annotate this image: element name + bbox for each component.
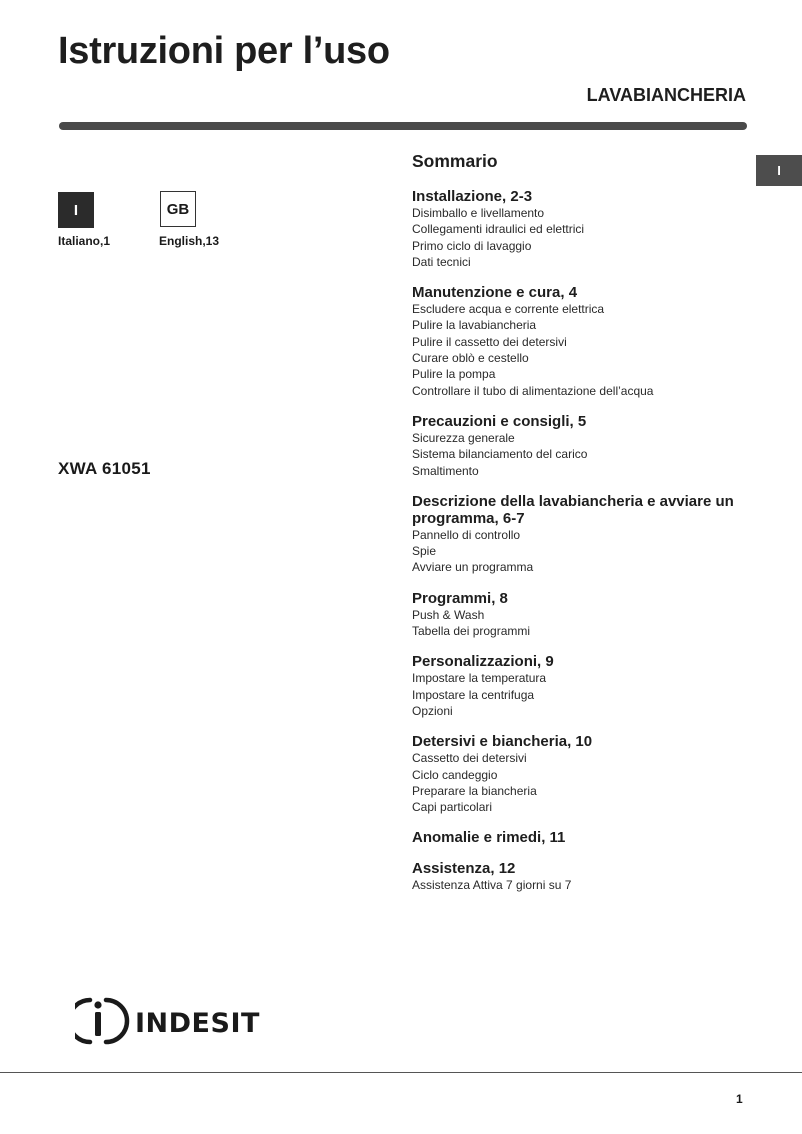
toc-section	[412, 413, 742, 479]
toc-section	[412, 188, 742, 270]
toc-section-title[interactable]: Manutenzione e cura, 4	[412, 284, 578, 302]
toc-section-title[interactable]: Assistenza, 12	[412, 860, 516, 878]
toc-item[interactable]: Impostare la centrifuga	[412, 687, 535, 702]
page-number: 1	[736, 1092, 743, 1106]
toc-item[interactable]: Controllare il tubo di alimentazione dell’acqua	[412, 383, 654, 398]
language-box-italian[interactable]: I	[58, 192, 94, 228]
toc-item[interactable]: Smaltimento	[412, 463, 479, 478]
toc-section-title[interactable]: Personalizzazioni, 9	[412, 653, 554, 671]
toc-item[interactable]: Sicurezza generale	[412, 430, 515, 445]
toc-item[interactable]: Cassetto dei detersivi	[412, 751, 527, 766]
toc-item[interactable]: Avviare un programma	[412, 560, 534, 575]
table-of-contents	[412, 151, 742, 908]
toc-section-title[interactable]: Installazione, 2-3	[412, 188, 533, 205]
toc-section-title[interactable]: Programmi, 8	[412, 589, 508, 607]
toc-item[interactable]: Escludere acqua e corrente elettrica	[412, 302, 605, 317]
toc-item[interactable]: Capi particolari	[412, 800, 493, 815]
toc-item[interactable]: Sistema bilanciamento del carico	[412, 447, 588, 462]
toc-section-title[interactable]: Anomalie e rimedi, 11	[412, 829, 566, 847]
indesit-logo	[75, 995, 270, 1052]
toc-section	[412, 284, 742, 399]
document-subtitle: LAVABIANCHERIA	[586, 85, 746, 105]
toc-item[interactable]: Curare oblò e cestello	[412, 351, 529, 366]
toc-heading: Sommario	[412, 151, 498, 171]
toc-section	[412, 829, 742, 846]
brand-name: INDESIT	[135, 1008, 260, 1039]
toc-section-title[interactable]: Detersivi e biancheria, 10	[412, 733, 593, 751]
toc-item[interactable]: Pulire il cassetto dei detersivi	[412, 334, 567, 349]
toc-section	[412, 733, 742, 815]
toc-item[interactable]: Opzioni	[412, 703, 453, 718]
language-label-english[interactable]: English,13	[159, 234, 220, 248]
toc-item[interactable]: Preparare la biancheria	[412, 783, 537, 798]
toc-section	[412, 590, 742, 640]
toc-item[interactable]: Impostare la temperatura	[412, 671, 547, 686]
toc-item[interactable]: Dati tecnici	[412, 254, 471, 269]
toc-item[interactable]: Primo ciclo di lavaggio	[412, 238, 532, 253]
toc-item[interactable]: Spie	[412, 544, 437, 559]
toc-item[interactable]: Pulire la pompa	[412, 367, 496, 382]
toc-section	[412, 493, 742, 576]
toc-item[interactable]: Tabella dei programmi	[412, 624, 531, 639]
toc-item[interactable]: Collegamenti idraulici ed elettrici	[412, 222, 585, 237]
toc-sections	[412, 188, 742, 894]
language-box-english[interactable]: GB	[160, 191, 196, 227]
document-title: Istruzioni per l’uso	[58, 30, 390, 72]
toc-item[interactable]: Push & Wash	[412, 607, 485, 622]
footer-divider	[0, 1072, 802, 1073]
toc-section	[412, 860, 742, 893]
model-number: XWA 61051	[58, 459, 151, 478]
toc-item[interactable]: Pannello di controllo	[412, 527, 521, 542]
header-divider	[59, 122, 747, 130]
toc-item[interactable]: Assistenza Attiva 7 giorni su 7	[412, 878, 572, 893]
toc-section-title[interactable]: Descrizione della lavabiancheria e avviare un programma, 6-7	[412, 492, 734, 527]
language-side-tab: I	[756, 155, 802, 186]
toc-item[interactable]: Disimballo e livellamento	[412, 206, 545, 220]
language-label-italian[interactable]: Italiano,1	[58, 234, 111, 248]
toc-item[interactable]: Pulire la lavabiancheria	[412, 318, 537, 333]
indesit-logo-mark	[75, 995, 270, 1047]
toc-section	[412, 653, 742, 719]
toc-item[interactable]: Ciclo candeggio	[412, 767, 498, 782]
toc-section-title[interactable]: Precauzioni e consigli, 5	[412, 412, 587, 430]
